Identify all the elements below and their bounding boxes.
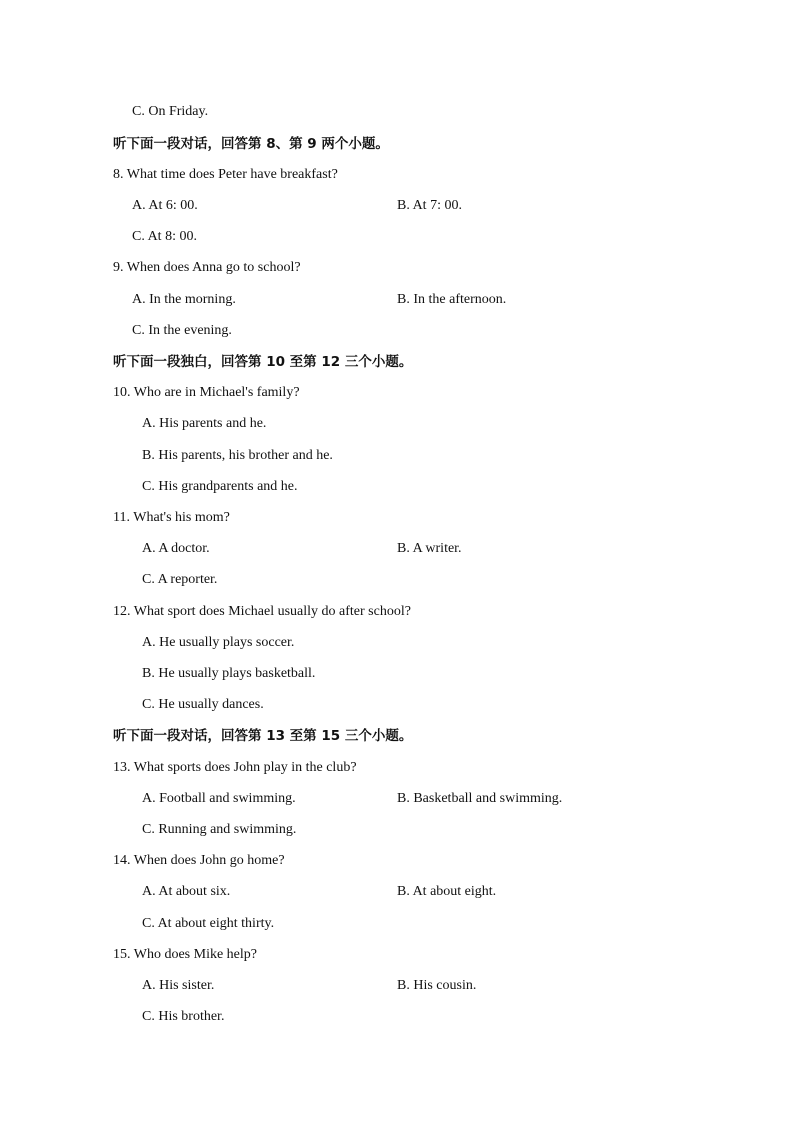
question-14-option-c: C. At about eight thirty. <box>142 916 275 931</box>
question-15-option-c: C. His brother. <box>142 1009 225 1024</box>
section-instruction-1: 听下面一段对话，回答第 8、第 9 两个小题。 <box>113 136 389 152</box>
section-instruction-2: 听下面一段独白，回答第 10 至第 12 三个小题。 <box>113 354 413 370</box>
question-9-stem: 9. When does Anna go to school? <box>113 260 301 275</box>
question-15-option-a: A. His sister. <box>142 978 215 993</box>
question-8-option-b: B. At 7: 00. <box>397 198 462 213</box>
question-12-stem: 12. What sport does Michael usually do after school? <box>113 604 411 619</box>
question-8-option-a: A. At 6: 00. <box>132 198 198 213</box>
question-14-stem: 14. When does John go home? <box>113 853 285 868</box>
question-12-option-b: B. He usually plays basketball. <box>142 666 316 681</box>
question-9-option-a: A. In the morning. <box>132 292 236 307</box>
section-instruction-3: 听下面一段对话，回答第 13 至第 15 三个小题。 <box>113 728 413 744</box>
question-10-option-a: A. His parents and he. <box>142 416 267 431</box>
question-14-option-a: A. At about six. <box>142 884 231 899</box>
q7-option-c: C. On Friday. <box>132 104 209 119</box>
question-10-stem: 10. Who are in Michael's family? <box>113 385 300 400</box>
question-8-stem: 8. What time does Peter have breakfast? <box>113 167 338 182</box>
question-9-option-c: C. In the evening. <box>132 323 232 338</box>
question-15-option-b: B. His cousin. <box>397 978 477 993</box>
question-13-option-b: B. Basketball and swimming. <box>397 791 563 806</box>
question-12-option-c: C. He usually dances. <box>142 697 264 712</box>
question-13-option-c: C. Running and swimming. <box>142 822 297 837</box>
question-14-option-b: B. At about eight. <box>397 884 497 899</box>
question-11-stem: 11. What's his mom? <box>113 510 230 525</box>
question-9-option-b: B. In the afternoon. <box>397 292 507 307</box>
question-8-option-c: C. At 8: 00. <box>132 229 197 244</box>
question-11-option-a: A. A doctor. <box>142 541 210 556</box>
question-10-option-b: B. His parents, his brother and he. <box>142 448 333 463</box>
question-10-option-c: C. His grandparents and he. <box>142 479 298 494</box>
question-15-stem: 15. Who does Mike help? <box>113 947 257 962</box>
question-11-option-b: B. A writer. <box>397 541 462 556</box>
question-13-stem: 13. What sports does John play in the club? <box>113 760 357 775</box>
question-13-option-a: A. Football and swimming. <box>142 791 296 806</box>
question-12-option-a: A. He usually plays soccer. <box>142 635 295 650</box>
question-11-option-c: C. A reporter. <box>142 572 218 587</box>
